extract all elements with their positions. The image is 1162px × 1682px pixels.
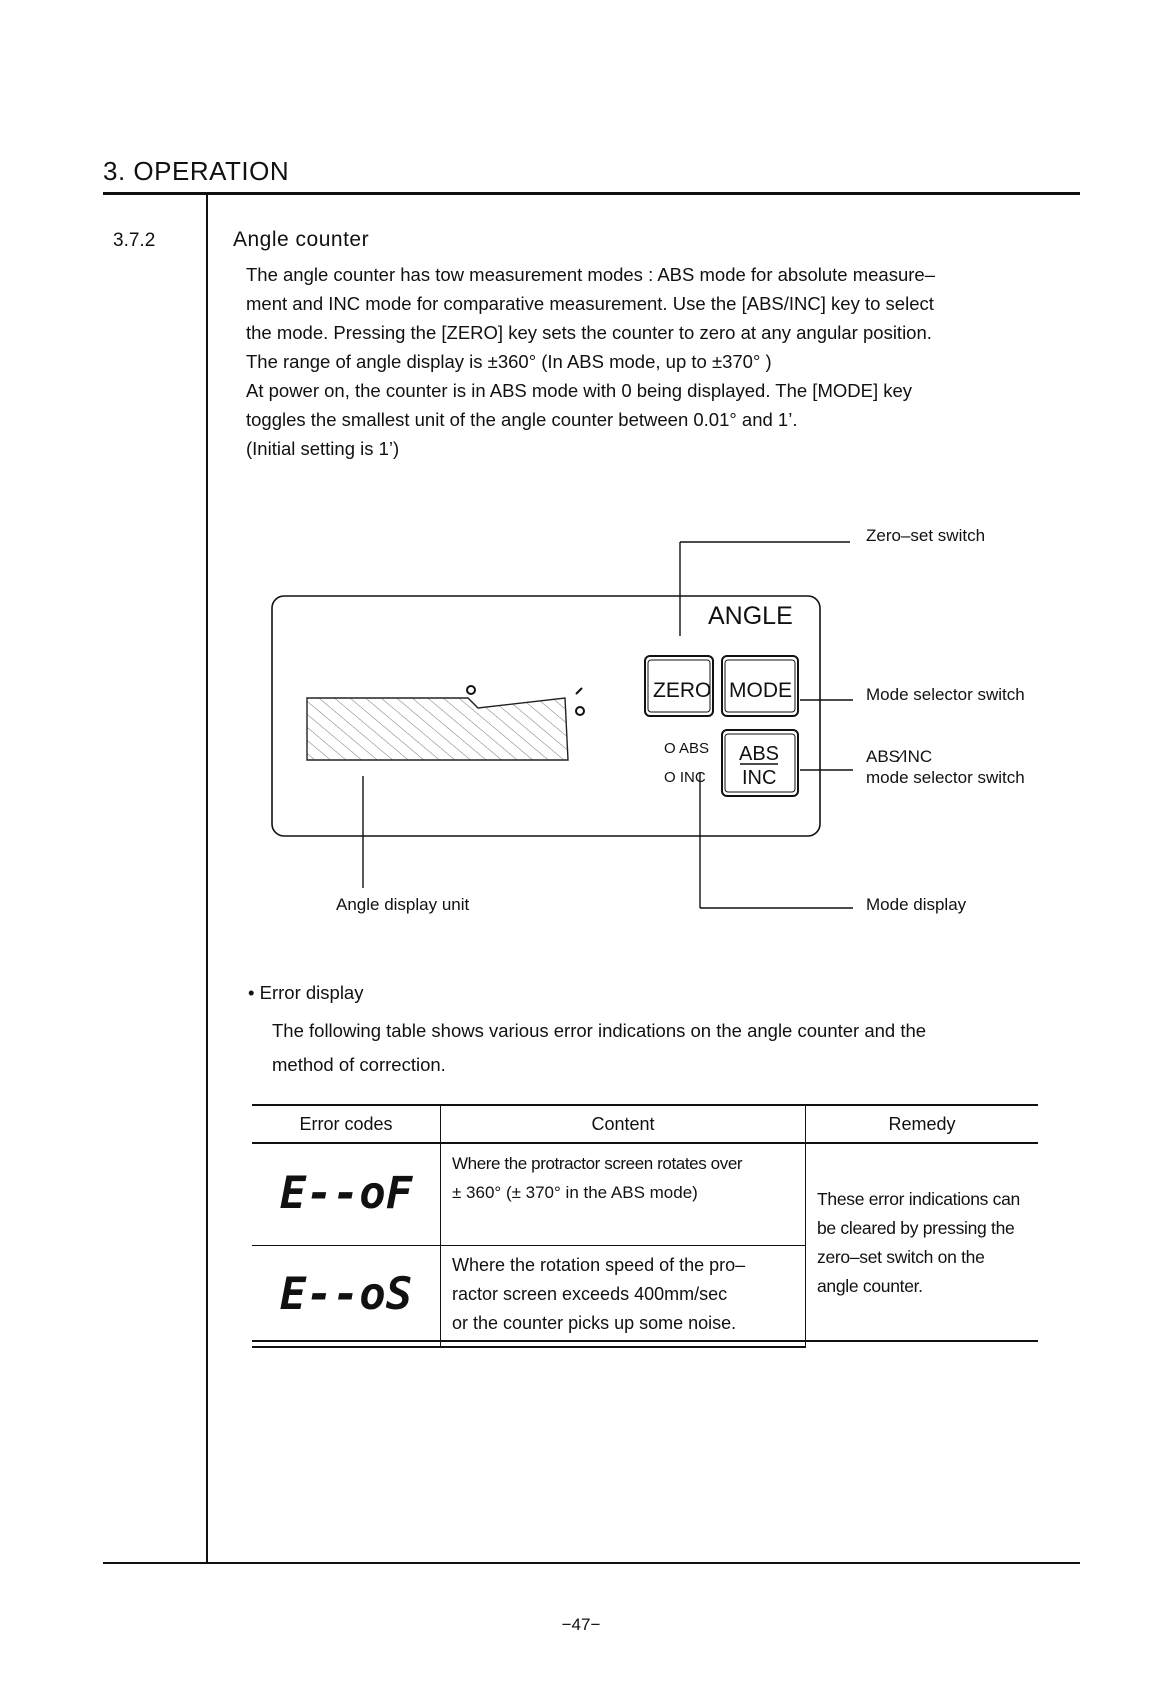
table-bottom-rule [252, 1340, 1038, 1342]
error-display-title: Error display [259, 982, 364, 1003]
intro-line: The following table shows various error indications on the angle counter and the [272, 1020, 927, 1041]
error-code-cell [252, 1143, 441, 1245]
content-cell [441, 1143, 806, 1245]
error-intro [272, 1014, 926, 1082]
error-code-cell [252, 1245, 441, 1347]
section-title: Angle counter [233, 228, 370, 251]
remedy-line: be cleared by pressing the [817, 1218, 1015, 1238]
mode-display-label: Mode display [866, 895, 967, 914]
mode-selector-label: Mode selector switch [866, 685, 1025, 704]
zero-set-switch-label: Zero–set switch [866, 526, 986, 545]
content-line: Where the protractor screen rotates over [452, 1154, 743, 1173]
abs-inc-label-2: mode selector switch [866, 768, 1025, 787]
content-line: ± 360° (± 370° in the ABS mode) [452, 1183, 698, 1202]
abs-inc-label-1: ABS∕INC [866, 747, 933, 766]
bottom-rule [103, 1562, 1080, 1564]
paragraph-line: At power on, the counter is in ABS mode with 0 being displayed. The [MODE] key [246, 380, 913, 401]
error-code-e-of [256, 1162, 436, 1222]
header-error-codes: Error codes [252, 1105, 441, 1143]
angle-display-window [307, 698, 568, 760]
remedy-line: angle counter. [817, 1276, 923, 1296]
header-content: Content [441, 1105, 806, 1143]
panel-title: ANGLE [708, 602, 793, 630]
paragraph-line: toggles the smallest unit of the angle counter between 0.01° and 1’. [246, 409, 798, 430]
error-table [252, 1104, 1038, 1348]
error-display-heading [248, 982, 363, 1004]
content-line: ractor screen exceeds 400mm/sec [452, 1283, 728, 1304]
angle-display-unit-label: Angle display unit [336, 895, 470, 914]
error-code-text: E--oF [279, 1167, 413, 1219]
section-number: 3.7.2 [113, 230, 156, 251]
paragraph-line: The angle counter has tow measurement modes : ABS mode for absolute measure– [246, 264, 935, 285]
abs-indicator: O ABS [664, 740, 710, 757]
table-header-row [252, 1105, 1038, 1143]
remedy-line: These error indications can [817, 1189, 1020, 1209]
decimal-dot [467, 686, 475, 694]
content-cell [441, 1245, 806, 1347]
content-line: Where the rotation speed of the pro– [452, 1254, 746, 1275]
paragraph-line: ment and INC mode for comparative measurement. Use the [ABS/INC] key to select [246, 293, 934, 314]
error-code-e-os [256, 1263, 436, 1323]
content-line: or the counter picks up some noise. [452, 1312, 737, 1333]
inc-indicator: O INC [664, 769, 706, 786]
error-code-text: E--oS [279, 1269, 413, 1321]
degree-mark [576, 707, 584, 715]
remedy-cell [806, 1143, 1039, 1347]
chapter-heading: 3. OPERATION [103, 156, 290, 186]
page-number: −47− [561, 1615, 601, 1634]
paragraph-line: (Initial setting is 1’) [246, 438, 400, 459]
inc-key-label: INC [742, 767, 777, 789]
header-remedy: Remedy [806, 1105, 1039, 1143]
abs-key-label: ABS [739, 743, 780, 765]
table-row [252, 1143, 1038, 1245]
bullet-mark: • [248, 982, 255, 1003]
paragraph-line: The range of angle display is ±360° (In ABS mode, up to ±370° ) [246, 351, 772, 372]
zero-key-label: ZERO [653, 679, 712, 702]
paragraph-line: the mode. Pressing the [ZERO] key sets the counter to zero at any angular position. [246, 322, 932, 343]
intro-line: method of correction. [272, 1054, 446, 1075]
mode-key-label: MODE [729, 679, 792, 702]
remedy-line: zero–set switch on the [817, 1247, 985, 1267]
